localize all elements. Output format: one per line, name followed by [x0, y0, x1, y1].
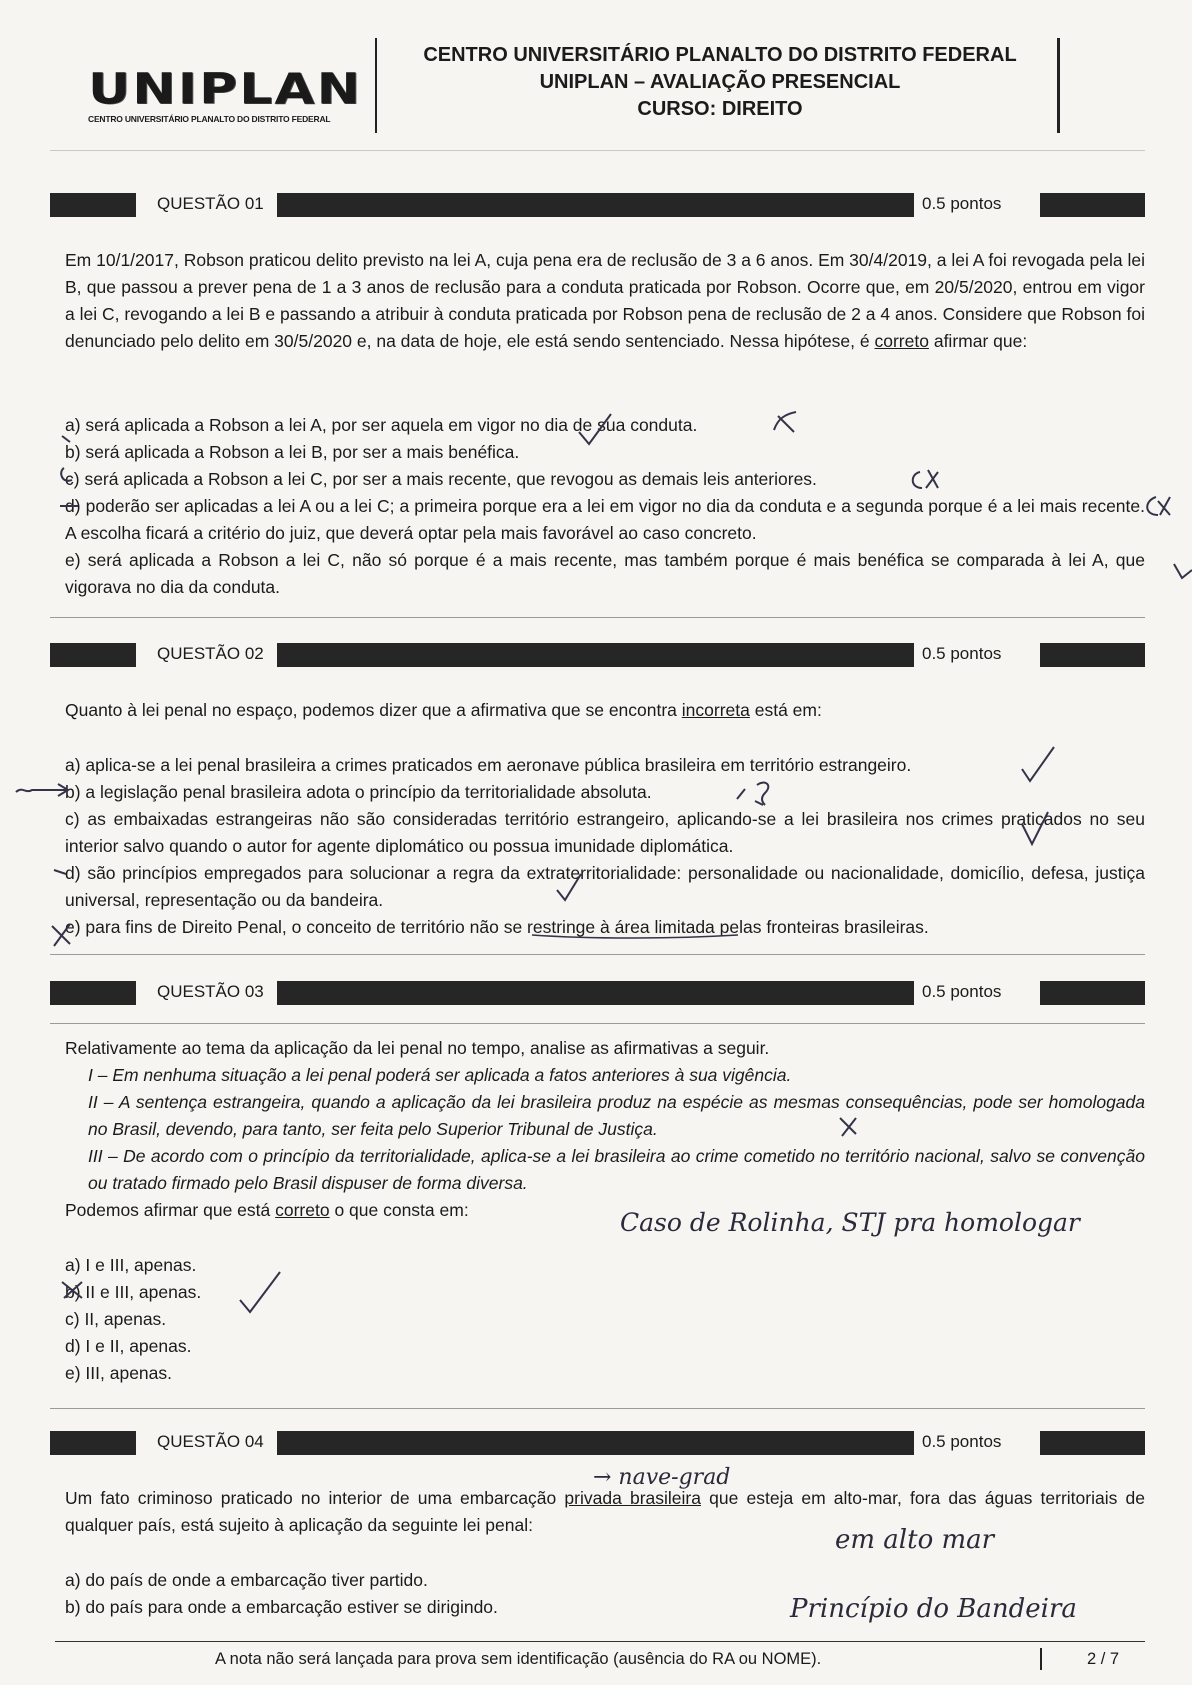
handwritten-option-marks [58, 428, 86, 518]
question-03-prompt: Podemos afirmar que está correto o que consta em: [65, 1200, 469, 1220]
q01-option-d[interactable]: d) poderão ser aplicadas a lei A ou a lei C; a primeira porque era a lei em vigor no dia da conduta e a segunda porque é a lei mais recente. A escolha ficará a critério do juiz, que deverá optar pela mais favorável ao caso concreto. [65, 496, 1145, 543]
section-divider [50, 617, 1145, 618]
q01-option-e[interactable]: e) será aplicada a Robson a lei C, não só porque é a mais recente, mas também porque é mais benéfica se comparada à lei A, que vigorava no dia da conduta. [65, 550, 1145, 597]
section-divider [50, 954, 1145, 955]
question-bar-02 [50, 643, 1145, 667]
header-title-line2: UNIPLAN – AVALIAÇÃO PRESENCIAL [539, 71, 901, 93]
logo-subtitle: CENTRO UNIVERSITÁRIO PLANALTO DO DISTRITO FEDERAL [88, 114, 331, 124]
page-number: 2 / 7 [1087, 1650, 1120, 1668]
bar-block [1040, 981, 1145, 1005]
bar-block [1040, 1431, 1145, 1455]
q03-statement-3: III – De acordo com o princípio da territorialidade, aplica-se a lei brasileira ao crime cometido no território nacional, salvo se convenção ou tratado firmado pelo Brasil dispuser de forma diversa. [88, 1146, 1145, 1193]
question-04-stem: Um fato criminoso praticado no interior de uma embarcação privada brasileira que esteja em alto-mar, fora das águas territoriais de qualquer país, está sujeito à aplicação da seguinte lei penal: [65, 1488, 1145, 1535]
handwritten-option-marks [48, 860, 78, 950]
bar-block [50, 193, 136, 217]
handwritten-check-mark [575, 410, 615, 450]
q02-option-e[interactable]: e) para fins de Direito Penal, o conceito de território não se restringe à área limitada pelas fronteiras brasileiras. [65, 917, 929, 937]
question-03-stem: Relativamente ao tema da aplicação da lei penal no tempo, analise as afirmativas a seguir. [65, 1038, 770, 1058]
question-points: 0.5 pontos [922, 982, 1002, 1001]
handwritten-arrow-mark [14, 780, 74, 802]
handwritten-x-mark [770, 410, 800, 435]
logo-text: UNIPLAN [88, 64, 363, 114]
handwritten-check-mark [1020, 745, 1056, 785]
question-points: 0.5 pontos [922, 194, 1002, 213]
footer-divider [1040, 1648, 1042, 1670]
handwritten-check-mark [238, 1270, 282, 1316]
handwritten-question-mark [735, 779, 780, 807]
q03-option-e[interactable]: e) III, apenas. [65, 1363, 173, 1383]
header-divider-left [375, 38, 377, 133]
header-title-line3: CURSO: DIREITO [637, 98, 803, 120]
question-02-stem: Quanto à lei penal no espaço, podemos dizer que a afirmativa que se encontra incorreta está em: [65, 700, 822, 720]
section-divider [50, 1023, 1145, 1024]
q01-option-a[interactable]: a) será aplicada a Robson a lei A, por ser aquela em vigor no dia de sua conduta. [65, 415, 698, 435]
header-titles [385, 42, 1055, 123]
q02-option-b[interactable]: b) a legislação penal brasileira adota o princípio da territorialidade absoluta. [65, 782, 652, 802]
bar-block [1040, 193, 1145, 217]
q02-option-d[interactable]: d) são princípios empregados para solucionar a regra da extraterritorialidade: personalidade ou nacionalidade, domicílio, defesa, justiça universal, representação ou da bandeira. [65, 863, 1145, 910]
bar-block [277, 1431, 914, 1455]
q04-option-a[interactable]: a) do país de onde a embarcação tiver partido. [65, 1570, 428, 1590]
handwritten-check-mark [555, 872, 585, 904]
question-bar-04 [50, 1431, 1145, 1455]
footer-rule [55, 1641, 1145, 1642]
question-label: QUESTÃO 03 [157, 982, 264, 1001]
handwritten-x-mark [908, 466, 940, 491]
header-rule [50, 150, 1145, 151]
handwritten-x-mark [1142, 493, 1172, 518]
handwritten-check-mark [1172, 560, 1192, 582]
footer-notice: A nota não será lançada para prova sem identificação (ausência do RA ou NOME). [215, 1650, 822, 1668]
bar-block [277, 643, 914, 667]
handwritten-note-q4-bottom: Princípio do Bandeira [790, 1594, 1077, 1624]
bar-block [277, 193, 914, 217]
handwritten-x-mark [838, 1116, 860, 1138]
q03-option-d[interactable]: d) I e II, apenas. [65, 1336, 192, 1356]
question-points: 0.5 pontos [922, 1432, 1002, 1451]
bar-block [50, 1431, 136, 1455]
handwritten-check-mark [1020, 810, 1050, 850]
question-label: QUESTÃO 02 [157, 644, 264, 663]
header-title-line1: CENTRO UNIVERSITÁRIO PLANALTO DO DISTRITO FEDERAL [423, 44, 1017, 66]
handwritten-x-mark [60, 1278, 86, 1302]
q03-option-c[interactable]: c) II, apenas. [65, 1309, 167, 1329]
handwritten-underline [530, 931, 740, 945]
q04-option-b[interactable]: b) do país para onde a embarcação estiver se dirigindo. [65, 1597, 498, 1617]
q02-option-a[interactable]: a) aplica-se a lei penal brasileira a crimes praticados em aeronave pública brasileira em território estrangeiro. [65, 755, 912, 775]
handwritten-note-q4-top: → nave-grad [593, 1465, 731, 1490]
question-label: QUESTÃO 01 [157, 194, 264, 213]
bar-block [277, 981, 914, 1005]
q03-option-b[interactable]: b) II e III, apenas. [65, 1282, 202, 1302]
question-bar-03 [50, 981, 1145, 1005]
q03-statement-2: II – A sentença estrangeira, quando a aplicação da lei brasileira produz na espécie as mesmas consequências, pode ser homologada no Brasil, devendo, para tanto, ser feita pelo Superior Tribunal de Justiça. [88, 1092, 1145, 1139]
q01-option-b[interactable]: b) será aplicada a Robson a lei B, por ser a mais benéfica. [65, 442, 520, 462]
bar-block [50, 981, 136, 1005]
question-points: 0.5 pontos [922, 644, 1002, 663]
q03-option-a[interactable]: a) I e III, apenas. [65, 1255, 197, 1275]
question-bar-01 [50, 193, 1145, 217]
q01-option-c[interactable]: c) será aplicada a Robson a lei C, por ser a mais recente, que revogou as demais leis anteriores. [65, 469, 817, 489]
question-label: QUESTÃO 04 [157, 1432, 264, 1451]
q03-statement-1: I – Em nenhuma situação a lei penal poderá ser aplicada a fatos anteriores à sua vigência. [88, 1065, 792, 1085]
section-divider [50, 1408, 1145, 1409]
header-divider-right [1057, 38, 1060, 133]
uniplan-logo [88, 64, 378, 158]
bar-block [50, 643, 136, 667]
handwritten-note-q4-mid: em alto mar [835, 1525, 995, 1555]
bar-block [1040, 643, 1145, 667]
question-01-stem: Em 10/1/2017, Robson praticou delito previsto na lei A, cuja pena era de reclusão de 3 a 6 anos. Em 30/4/2019, a lei A foi revogada pela lei B, que passou a prever pena de 1 a 3 anos de reclusão para a conduta praticada por Robson. Ocorre que, em 20/5/2020, entrou em vigor a lei C, revogando a lei B e passando a atribuir à conduta praticada por Robson pena de reclusão de 2 a 4 anos. Considere que Robson foi denunciado pelo delito em 30/5/2020 e, na data de hoje, ele está sendo sentenciado. Nessa hipótese, é correto afirmar que: [65, 250, 1145, 351]
q02-option-c[interactable]: c) as embaixadas estrangeiras não são consideradas território estrangeiro, aplicando-se a lei brasileira nos crimes praticados no seu interior salvo quando o autor for agente diplomático ou possua imunidade diplomática. [65, 809, 1145, 856]
handwritten-note-q3: Caso de Rolinha, STJ pra homologar [620, 1208, 1080, 1237]
